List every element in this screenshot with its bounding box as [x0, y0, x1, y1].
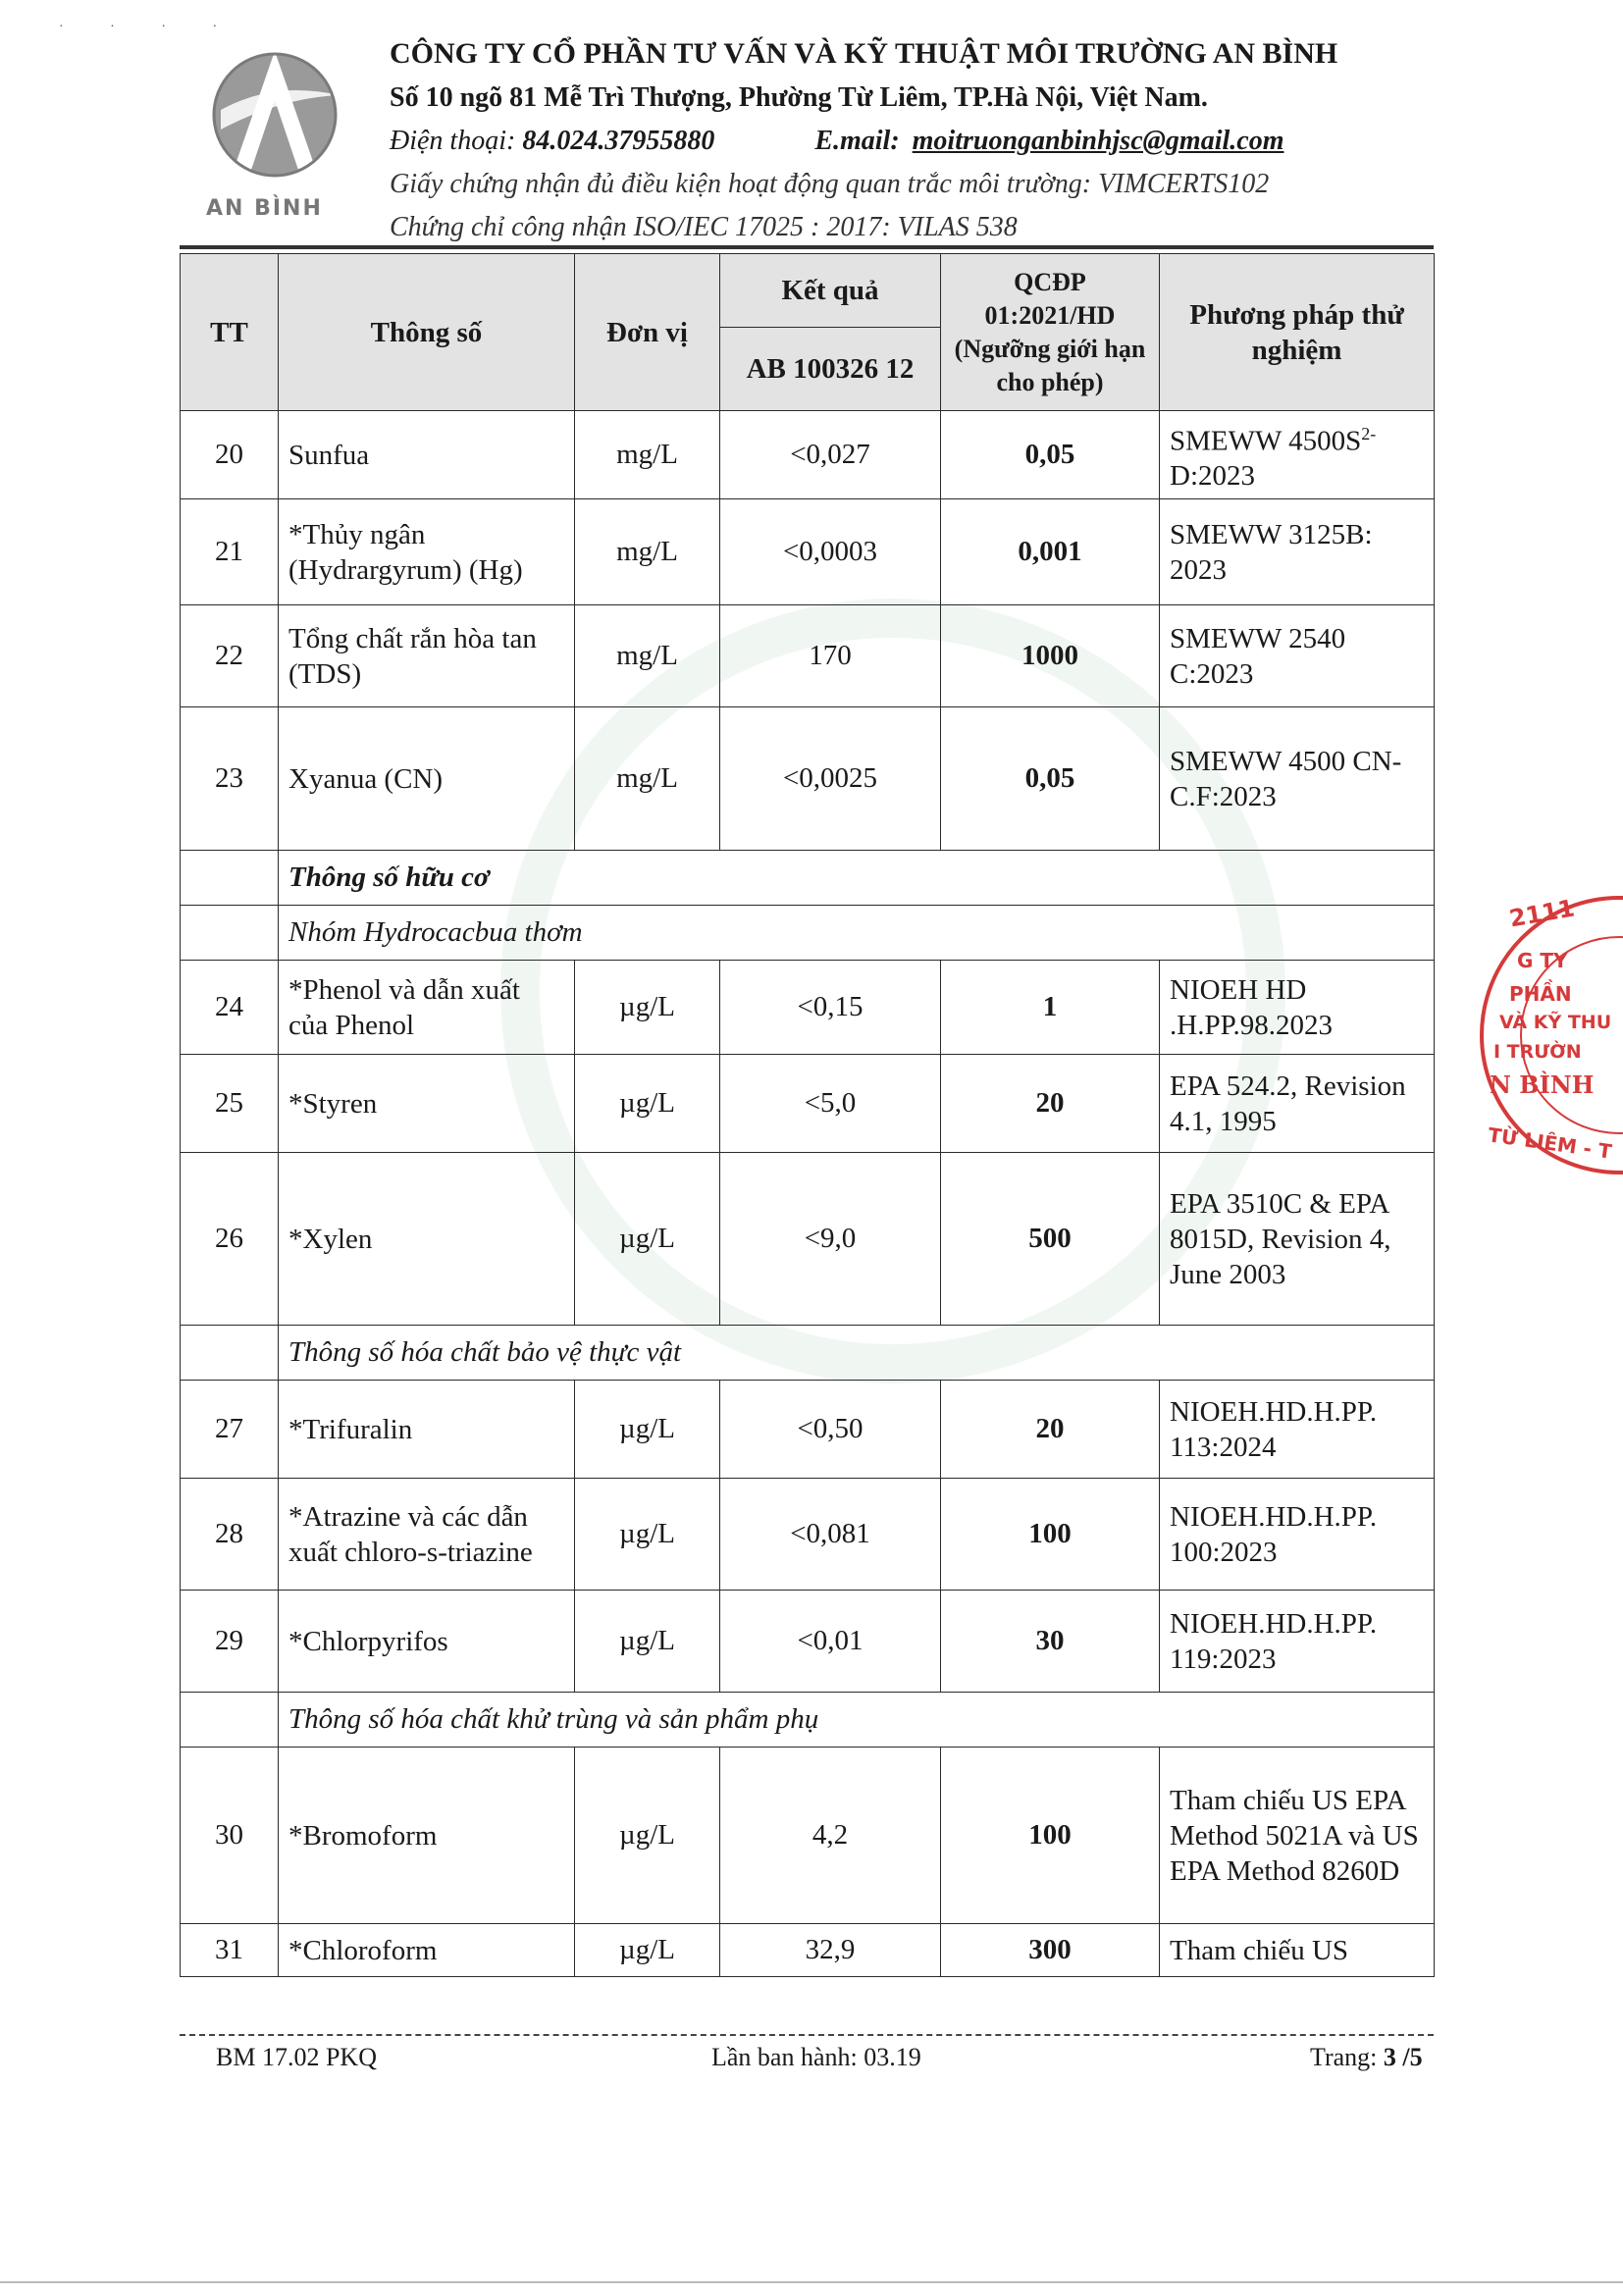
table-row — [181, 1153, 1435, 1326]
cell-param: *Trifuralin — [279, 1381, 575, 1479]
cell-method: EPA 524.2, Revision 4.1, 1995 — [1160, 1055, 1435, 1153]
cell-limit: 20 — [941, 1381, 1160, 1479]
cert-vimcerts: Giấy chứng nhận đủ điều kiện hoạt động quan trắc môi trường: VIMCERTS102 — [390, 169, 1270, 199]
cell-result: <0,081 — [720, 1479, 941, 1591]
cell-method: NIOEH HD .H.PP.98.2023 — [1160, 961, 1435, 1055]
company-name: CÔNG TY CỔ PHẦN TƯ VẤN VÀ KỸ THUẬT MÔI TRƯỜNG AN BÌNH — [390, 37, 1338, 70]
cell-tt: 25 — [181, 1055, 279, 1153]
section-row — [181, 906, 1435, 961]
table-row — [181, 707, 1435, 851]
header-method: Phương pháp thử nghiệm — [1160, 254, 1435, 411]
table-row — [181, 1924, 1435, 1977]
phone-label: Điện thoại: — [390, 126, 516, 156]
cell-limit: 500 — [941, 1153, 1160, 1326]
cell-method: SMEWW $4500S^{2-}$ D:2023 — [1160, 411, 1435, 499]
cell-tt: 29 — [181, 1591, 279, 1693]
cell-param: *Phenol và dẫn xuất của Phenol — [279, 961, 575, 1055]
company-stamp: 2111 G TY PHẦN VÀ KỸ THU I TRƯỜN N BÌNH TỪ LIÊM - T — [1472, 888, 1623, 1182]
cell-method: Tham chiếu US — [1160, 1924, 1435, 1977]
table-row — [181, 1479, 1435, 1591]
cell-unit: mg/L — [575, 499, 720, 605]
cell-limit: 20 — [941, 1055, 1160, 1153]
cell-unit: µg/L — [575, 961, 720, 1055]
cell-method: NIOEH.HD.H.PP. 100:2023 — [1160, 1479, 1435, 1591]
email-label: E.mail: — [814, 126, 900, 156]
cell-tt: 20 — [181, 411, 279, 499]
phone-number: 84.024.37955880 — [522, 126, 715, 156]
cell-method: SMEWW 3125B: 2023 — [1160, 499, 1435, 605]
issue-number: Lần ban hành: 03.19 — [711, 2043, 921, 2071]
cell-tt: 28 — [181, 1479, 279, 1591]
cell-result: <0,027 — [720, 411, 941, 499]
cell-unit: µg/L — [575, 1748, 720, 1924]
cell-param: Xyanua (CN) — [279, 707, 575, 851]
logo-text: AN BÌNH — [206, 196, 323, 221]
table-row — [181, 1055, 1435, 1153]
header-result: Kết quả — [720, 254, 941, 328]
cell-tt: 22 — [181, 605, 279, 707]
table-row — [181, 499, 1435, 605]
cell-method: SMEWW 2540 C:2023 — [1160, 605, 1435, 707]
header-unit: Đơn vị — [575, 254, 720, 411]
email-link[interactable]: moitruonganbinhjsc@gmail.com — [912, 126, 1284, 156]
cell-result: <0,50 — [720, 1381, 941, 1479]
section-row — [181, 1693, 1435, 1748]
cell-limit: 1000 — [941, 605, 1160, 707]
cert-vilas: Chứng chỉ công nhận ISO/IEC 17025 : 2017: VILAS 538 — [390, 212, 1018, 242]
results-table — [180, 253, 1435, 1977]
cell-param: *Atrazine và các dẫn xuất chloro-s-triazine — [279, 1479, 575, 1591]
cell-param: *Chloroform — [279, 1924, 575, 1977]
cell-result: <0,0025 — [720, 707, 941, 851]
cell-tt: 26 — [181, 1153, 279, 1326]
scan-artifact: · · · · — [59, 20, 239, 34]
table-row — [181, 411, 1435, 499]
cell-unit: mg/L — [575, 411, 720, 499]
table-row — [181, 1748, 1435, 1924]
cell-param: Tổng chất rắn hòa tan (TDS) — [279, 605, 575, 707]
form-code: BM 17.02 PKQ — [216, 2043, 377, 2071]
cell-unit: mg/L — [575, 707, 720, 851]
section-pesticide: Thông số hóa chất bảo vệ thực vật — [279, 1326, 1435, 1381]
scan-edge — [0, 2281, 1623, 2283]
cell-method: EPA 3510C & EPA 8015D, Revision 4, June 2003 — [1160, 1153, 1435, 1326]
section-disinfection: Thông số hóa chất khử trùng và sản phẩm phụ — [279, 1693, 1435, 1748]
cell-result: <0,15 — [720, 961, 941, 1055]
footer-divider — [180, 2034, 1434, 2036]
header-divider — [180, 245, 1434, 249]
cell-unit: µg/L — [575, 1591, 720, 1693]
section-row — [181, 851, 1435, 906]
cell-param: *Thủy ngân (Hydrargyrum) (Hg) — [279, 499, 575, 605]
cell-limit: 0,05 — [941, 411, 1160, 499]
cell-tt: 21 — [181, 499, 279, 605]
header-sample-id: AB 100326 12 — [720, 328, 941, 411]
cell-result: <0,01 — [720, 1591, 941, 1693]
cell-param: *Chlorpyrifos — [279, 1591, 575, 1693]
cell-method: NIOEH.HD.H.PP. 113:2024 — [1160, 1381, 1435, 1479]
cell-limit: 0,05 — [941, 707, 1160, 851]
cell-result: 32,9 — [720, 1924, 941, 1977]
cell-param: *Styren — [279, 1055, 575, 1153]
cell-method: Tham chiếu US EPA Method 5021A và US EPA Method 8260D — [1160, 1748, 1435, 1924]
cell-param: *Xylen — [279, 1153, 575, 1326]
section-organic: Thông số hữu cơ — [279, 851, 1435, 906]
cell-limit: 100 — [941, 1479, 1160, 1591]
cell-tt: 27 — [181, 1381, 279, 1479]
cell-unit: µg/L — [575, 1153, 720, 1326]
table-row — [181, 605, 1435, 707]
cell-tt: 31 — [181, 1924, 279, 1977]
cell-limit: 1 — [941, 961, 1160, 1055]
cell-limit: 30 — [941, 1591, 1160, 1693]
header-limit: QCĐP 01:2021/HD (Ngưỡng giới hạn cho phép) — [941, 254, 1160, 411]
cell-limit: 300 — [941, 1924, 1160, 1977]
cell-method: SMEWW 4500 CN- C.F:2023 — [1160, 707, 1435, 851]
cell-tt: 23 — [181, 707, 279, 851]
company-address: Số 10 ngõ 81 Mễ Trì Thượng, Phường Từ Liêm, TP.Hà Nội, Việt Nam. — [390, 82, 1208, 113]
contact-line — [390, 120, 1469, 163]
cell-result: <0,0003 — [720, 499, 941, 605]
table-row — [181, 1381, 1435, 1479]
page-number: Trang: 3 /5 — [1310, 2043, 1423, 2071]
cell-unit: µg/L — [575, 1055, 720, 1153]
cell-limit: 100 — [941, 1748, 1160, 1924]
section-hydrocarbon: Nhóm Hydrocacbua thơm — [279, 906, 1435, 961]
cell-result: <5,0 — [720, 1055, 941, 1153]
cell-param: *Bromoform — [279, 1748, 575, 1924]
header-param: Thông số — [279, 254, 575, 411]
cell-param: Sunfua — [279, 411, 575, 499]
cell-unit: µg/L — [575, 1479, 720, 1591]
cell-tt: 24 — [181, 961, 279, 1055]
cell-result: 170 — [720, 605, 941, 707]
cell-result: <9,0 — [720, 1153, 941, 1326]
cell-result: 4,2 — [720, 1748, 941, 1924]
cell-limit: 0,001 — [941, 499, 1160, 605]
table-row — [181, 961, 1435, 1055]
cell-tt: 30 — [181, 1748, 279, 1924]
section-row — [181, 1326, 1435, 1381]
table-row — [181, 1591, 1435, 1693]
cell-method: NIOEH.HD.H.PP. 119:2023 — [1160, 1591, 1435, 1693]
cell-unit: µg/L — [575, 1381, 720, 1479]
header-tt: TT — [181, 254, 279, 411]
cell-unit: mg/L — [575, 605, 720, 707]
document-header — [390, 31, 1469, 249]
cell-unit: µg/L — [575, 1924, 720, 1977]
